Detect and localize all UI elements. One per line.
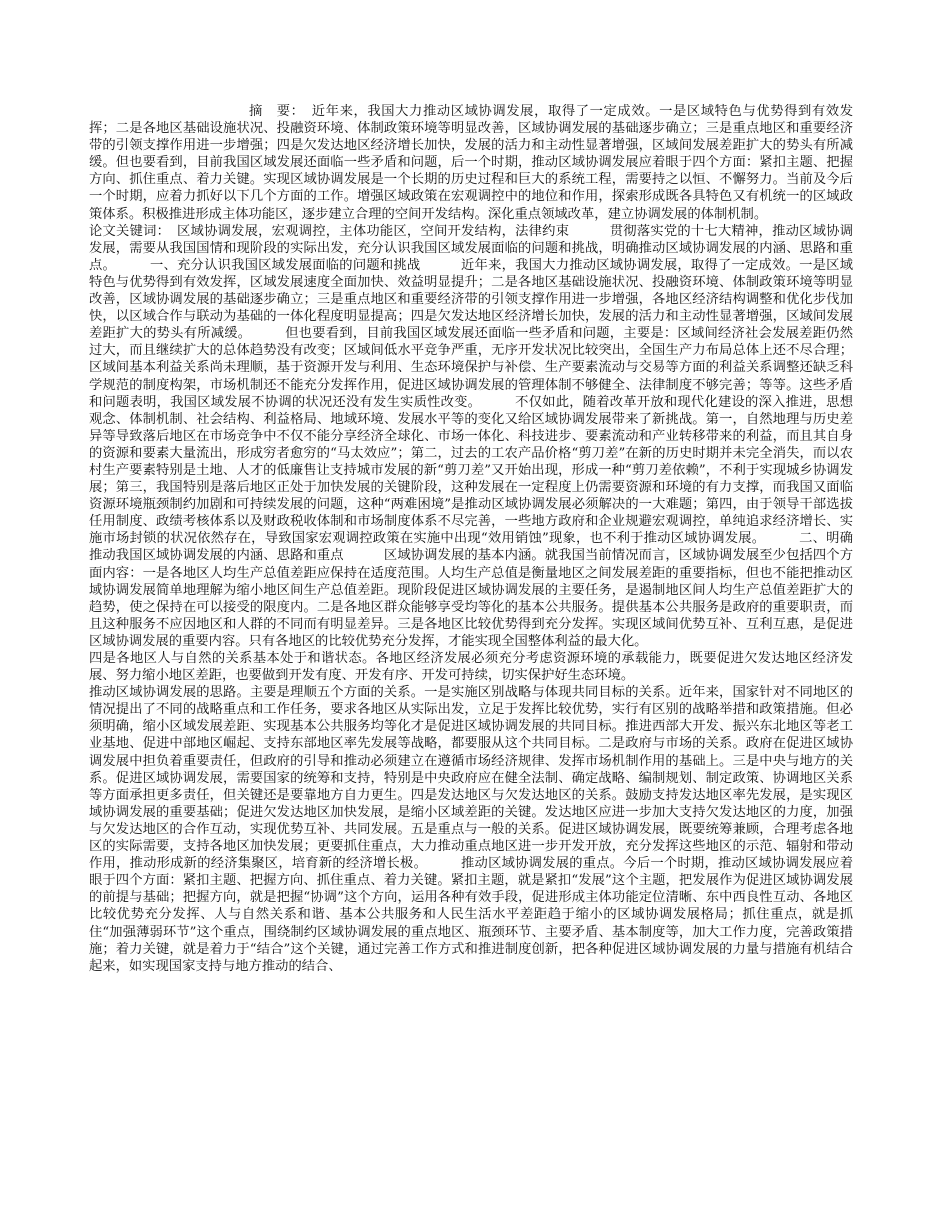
harmony-paragraph: 四是各地区人与自然的关系基本处于和谐状态。各地区经济发展必须充分考虑资源环境的承载能力，既要促进欠发达地区经济发展、努力缩小地区差距，也要做到开发有度、开发有序、开发可持续，切实保护好生态环境。 xyxy=(89,651,853,684)
document-body xyxy=(89,103,853,975)
keywords-and-part-one-paragraph: 论文关键词： 区域协调发展，宏观调控，主体功能区，空间开发结构，法律约束 贯彻落实党的十七大精神，推动区域协调发展，需要从我国国情和现阶段的实际出发，充分认识我国区域发展面临的问题和挑战，明确推动区域协调发展的内涵、思路和重点。 一、充分认识我国区域发展面临的问题和挑战 近年来，我国大力推动区域协调发展，取得了一定成效。一是区域特色与优势得到有效发挥，区域发展速度全面加快、效益明显提升；二是各地区基础设施状况、投融资环境、体制政策环境等明显改善，区域协调发展的基础逐步确立；三是重点地区和重要经济带的引领支撑作用进一步增强，各地区经济结构调整和优化步伐加快，以区域合作与联动为基础的一体化程度明显提高；四是欠发达地区经济增长加快，发展的活力和主动性显著增强，区域间发展差距扩大的势头有所减缓。 但也要看到，目前我国区域发展还面临一些矛盾和问题，主要是：区域间经济社会发展差距仍然过大，而且继续扩大的总体趋势没有改变；区域间低水平竞争严重，无序开发状况比较突出，全国生产力布局总体上还不尽合理；区域间基本利益关系尚未理顺，基于资源开发与利用、生态环境保护与补偿、生产要素流动与交易等方面的利益关系调整还缺乏科学规范的制度构架，市场机制还不能充分发挥作用，促进区域协调发展的管理体制不够健全、法律制度不够完善；等等。这些矛盾和问题表明，我国区域发展不协调的状况还没有发生实质性改变。 不仅如此，随着改革开放和现代化建设的深入推进，思想观念、体制机制、社会结构、利益格局、地域环境、发展水平等的变化又给区域协调发展带来了新挑战。第一，自然地理与历史差异等导致落后地区在市场竞争中不仅不能分享经济全球化、市场一体化、科技进步、要素流动和产业转移带来的利益，而且其自身的资源和要素大量流出，形成穷者愈穷的“马太效应”；第二，过去的工农产品价格“剪刀差”在新的历史时期并未完全消失，而以农村生产要素特别是土地、人才的低廉售让支持城市发展的新“剪刀差”又开始出现，形成一种“剪刀差依赖”，不利于实现城乡协调发展；第三，我国特别是落后地区正处于加快发展的关键阶段，这种发展在一定程度上仍需要资源和环境的有力支撑，而我国又面临资源环境瓶颈制约加剧和可持续发展的问题，这种“两难困境”是推动区域协调发展必须解决的一大难题；第四，由于领导干部选拔任用制度、政绩考核体系以及财政税收体制和市场制度体系不尽完善，一些地方政府和企业规避宏观调控，单纯追求经济增长、实施市场封锁的状况依然存在，导致国家宏观调控政策在实施中出现“效用销蚀”现象，也不利于推动区域协调发展。 二、明确推动我国区域协调发展的内涵、思路和重点 区域协调发展的基本内涵。就我国当前情况而言，区域协调发展至少包括四个方面内容：一是各地区人均生产总值差距应保持在适度范围。人均生产总值是衡量地区之间发展差距的重要指标，但也不能把推动区域协调发展简单地理解为缩小地区间生产总值差距。现阶段促进区域协调发展的主要任务，是遏制地区间人均生产总值差距扩大的趋势，使之保持在可以接受的限度内。二是各地区群众能够享受均等化的基本公共服务。提供基本公共服务是政府的重要职责，而且这种服务不应因地区和人群的不同而有明显差异。三是各地区比较优势得到充分发挥。实现区域间优势互补、互利互惠，是促进区域协调发展的重要内容。只有各地区的比较优势充分发挥，才能实现全国整体利益的最大化。 xyxy=(89,223,853,649)
abstract-paragraph: 摘 要： 近年来，我国大力推动区域协调发展，取得了一定成效。一是区域特色与优势得到有效发挥；二是各地区基础设施状况、投融资环境、体制政策环境等明显改善，区域协调发展的基础逐步确立；三是重点地区和重要经济带的引领支撑作用进一步增强；四是欠发达地区经济增长加快，发展的活力和主动性显著增强，区域间发展差距扩大的势头有所减缓。但也要看到，目前我国区域发展还面临一些矛盾和问题，后一个时期，推动区域协调发展应着眼于四个方面：紧扣主题、把握方向、抓住重点、着力关键。实现区域协调发展是一个长期的历史过程和巨大的系统工程，需要持之以恒、不懈努力。当前及今后一个时期，应着力抓好以下几个方面的工作。增强区域政策在宏观调控中的地位和作用，探索形成既各具特色又有机统一的区域政策体系。积极推进形成主体功能区，逐步建立合理的空间开发结构。深化重点领域改革，建立协调发展的体制机制。 xyxy=(89,104,853,222)
approach-paragraph: 推动区域协调发展的思路。主要是理顺五个方面的关系。一是实施区别战略与体现共同目标的关系。近年来，国家针对不同地区的情况提出了不同的战略重点和工作任务，要求各地区从实际出发，立足于发挥比较优势，实行有区别的战略举措和政策措施。但必须明确，缩小区域发展差距、实现基本公共服务均等化才是促进区域协调发展的共同目标。推进西部大开发、振兴东北地区等老工业基地、促进中部地区崛起、支持东部地区率先发展等战略，都要服从这个共同目标。二是政府与市场的关系。政府在促进区域协调发展中担负着重要责任，但政府的引导和推动必须建立在遵循市场经济规律、发挥市场机制作用的基础上。三是中央与地方的关系。促进区域协调发展，需要国家的统筹和支持，特别是中央政府应在健全法制、确定战略、编制规划、制定政策、协调地区关系等方面承担更多责任，但关键还是要靠地方自力更生。四是发达地区与欠发达地区的关系。鼓励支持发达地区率先发展，是实现区域协调发展的重要基础；促进欠发达地区加快发展，是缩小区域差距的关键。发达地区应进一步加大支持欠发达地区的力度，加强与欠发达地区的合作互动，实现优势互补、共同发展。五是重点与一般的关系。促进区域协调发展，既要统筹兼顾，合理考虑各地区的实际需要，支持各地区加快发展；更要抓住重点，大力推动重点地区进一步开发开放，充分发挥这些地区的示范、辐射和带动作用，推动形成新的经济集聚区，培育新的经济增长极。 推动区域协调发展的重点。今后一个时期，推动区域协调发展应着眼于四个方面：紧扣主题、把握方向、抓住重点、着力关键。紧扣主题，就是紧扣“发展”这个主题，把发展作为促进区域协调发展的前提与基础；把握方向，就是把握“协调”这个方向，运用各种有效手段，促进形成主体功能定位清晰、东中西良性互动、各地区比较优势充分发挥、人与自然关系和谐、基本公共服务和人民生活水平差距趋于缩小的区域协调发展格局；抓住重点，就是抓住“加强薄弱环节”这个重点，围绕制约区域协调发展的重点地区、瓶颈环节、主要矛盾、基本制度等，加大工作力度，完善政策措施；着力关键，就是着力于“结合”这个关键，通过完善工作方式和推进制度创新，把各种促进区域协调发展的力量与措施有机结合起来，如实现国家支持与地方推动的结合、 xyxy=(89,685,853,974)
